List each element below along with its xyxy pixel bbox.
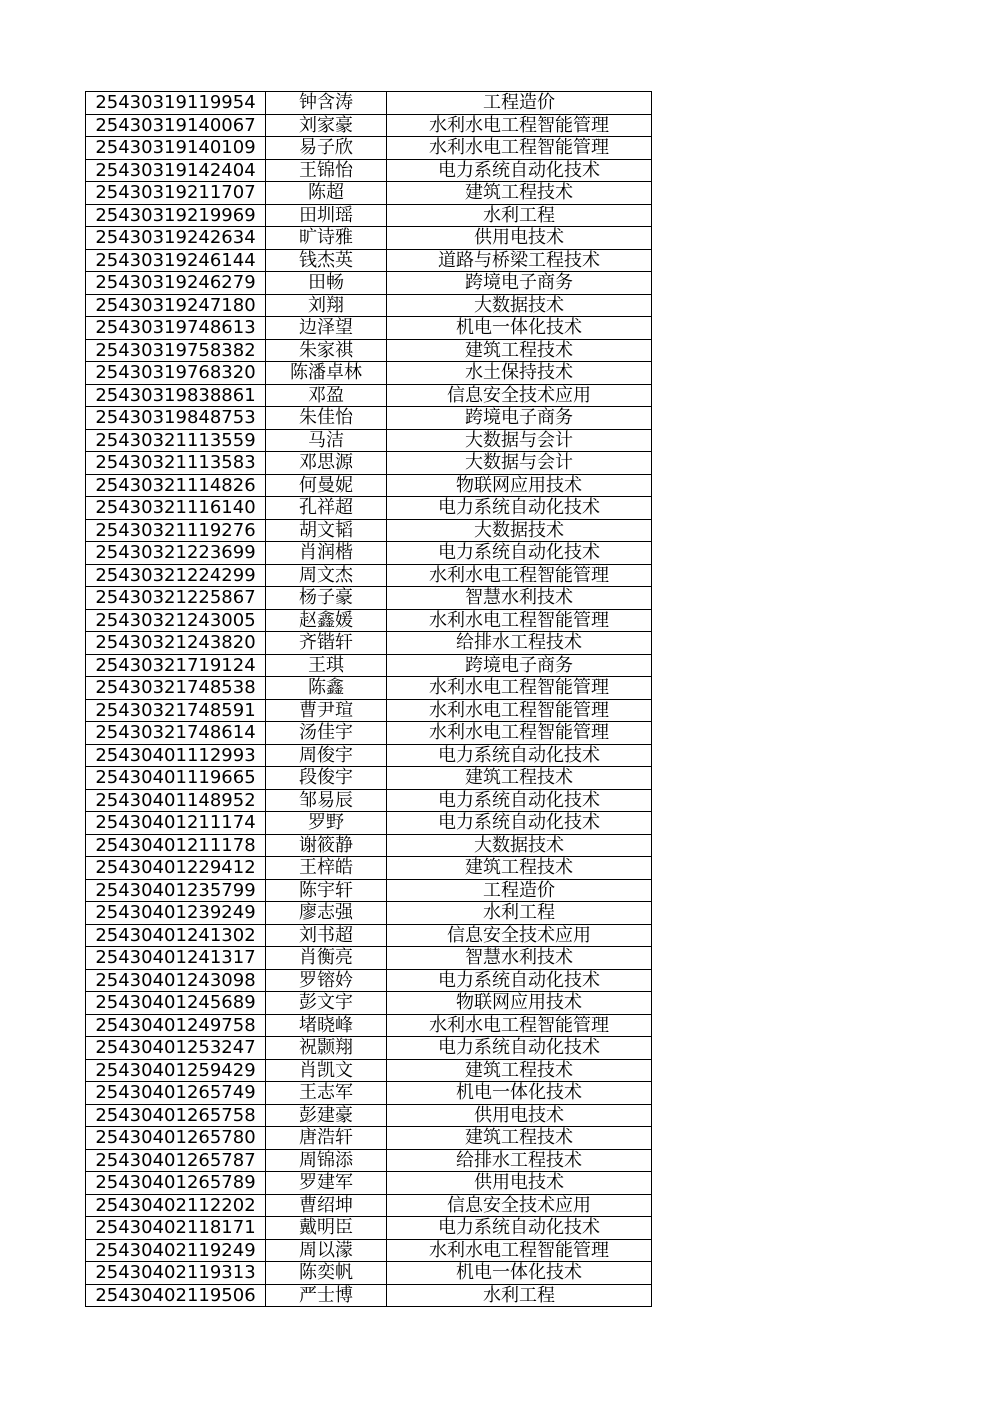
major-cell: 道路与桥梁工程技术 <box>387 249 652 272</box>
student-name-cell: 罗建军 <box>266 1172 387 1195</box>
student-name-cell: 唐浩轩 <box>266 1127 387 1150</box>
student-name-cell: 肖衡亮 <box>266 947 387 970</box>
student-name-cell: 周文杰 <box>266 564 387 587</box>
table-row <box>86 564 652 587</box>
major-cell: 水土保持技术 <box>387 362 652 385</box>
student-name-cell: 陈鑫 <box>266 677 387 700</box>
major-cell: 工程造价 <box>387 879 652 902</box>
major-cell: 水利水电工程智能管理 <box>387 677 652 700</box>
student-name-cell: 马洁 <box>266 429 387 452</box>
student-id-cell: 25430319142404 <box>86 159 266 182</box>
student-id-cell: 25430401112993 <box>86 744 266 767</box>
table-row <box>86 339 652 362</box>
student-name-cell: 祝颢翔 <box>266 1037 387 1060</box>
student-id-cell: 25430321113583 <box>86 452 266 475</box>
student-name-cell: 邓思源 <box>266 452 387 475</box>
major-cell: 跨境电子商务 <box>387 654 652 677</box>
student-name-cell: 堵晓峰 <box>266 1014 387 1037</box>
student-id-cell: 25430401229412 <box>86 857 266 880</box>
major-cell: 给排水工程技术 <box>387 1149 652 1172</box>
major-cell: 供用电技术 <box>387 1172 652 1195</box>
student-id-cell: 25430321113559 <box>86 429 266 452</box>
student-major-table <box>85 91 652 1307</box>
student-name-cell: 王琪 <box>266 654 387 677</box>
major-cell: 电力系统自动化技术 <box>387 497 652 520</box>
student-id-cell: 25430319242634 <box>86 227 266 250</box>
table-body <box>86 92 652 1307</box>
table-row <box>86 924 652 947</box>
major-cell: 供用电技术 <box>387 227 652 250</box>
major-cell: 大数据技术 <box>387 519 652 542</box>
student-name-cell: 严士博 <box>266 1284 387 1307</box>
major-cell: 水利工程 <box>387 902 652 925</box>
table-row <box>86 1239 652 1262</box>
student-id-cell: 25430401265780 <box>86 1127 266 1150</box>
student-id-cell: 25430319219969 <box>86 204 266 227</box>
table-row <box>86 947 652 970</box>
table-row <box>86 789 652 812</box>
major-cell: 电力系统自动化技术 <box>387 1037 652 1060</box>
student-name-cell: 彭文宇 <box>266 992 387 1015</box>
table-row <box>86 677 652 700</box>
major-cell: 给排水工程技术 <box>387 632 652 655</box>
major-cell: 电力系统自动化技术 <box>387 969 652 992</box>
student-name-cell: 邹易辰 <box>266 789 387 812</box>
student-id-cell: 25430319748613 <box>86 317 266 340</box>
student-id-cell: 25430401211174 <box>86 812 266 835</box>
student-name-cell: 刘翔 <box>266 294 387 317</box>
table-row <box>86 744 652 767</box>
table-row <box>86 1149 652 1172</box>
major-cell: 电力系统自动化技术 <box>387 1217 652 1240</box>
student-name-cell: 罗野 <box>266 812 387 835</box>
table-row <box>86 92 652 115</box>
student-name-cell: 廖志强 <box>266 902 387 925</box>
table-row <box>86 114 652 137</box>
table-row <box>86 1262 652 1285</box>
table-row <box>86 1059 652 1082</box>
major-cell: 建筑工程技术 <box>387 1059 652 1082</box>
table-row <box>86 1127 652 1150</box>
student-id-cell: 25430401148952 <box>86 789 266 812</box>
student-id-cell: 25430321748538 <box>86 677 266 700</box>
major-cell: 物联网应用技术 <box>387 992 652 1015</box>
student-id-cell: 25430401243098 <box>86 969 266 992</box>
major-cell: 大数据与会计 <box>387 429 652 452</box>
student-name-cell: 曹绍坤 <box>266 1194 387 1217</box>
student-name-cell: 朱家祺 <box>266 339 387 362</box>
table-row <box>86 1194 652 1217</box>
major-cell: 电力系统自动化技术 <box>387 159 652 182</box>
table-row <box>86 879 652 902</box>
student-name-cell: 田畅 <box>266 272 387 295</box>
table-row <box>86 497 652 520</box>
major-cell: 机电一体化技术 <box>387 1082 652 1105</box>
student-id-cell: 25430402119313 <box>86 1262 266 1285</box>
major-cell: 建筑工程技术 <box>387 182 652 205</box>
student-name-cell: 旷诗雅 <box>266 227 387 250</box>
major-cell: 水利水电工程智能管理 <box>387 564 652 587</box>
major-cell: 工程造价 <box>387 92 652 115</box>
student-id-cell: 25430401241317 <box>86 947 266 970</box>
student-id-cell: 25430319211707 <box>86 182 266 205</box>
table-row <box>86 587 652 610</box>
major-cell: 机电一体化技术 <box>387 1262 652 1285</box>
student-id-cell: 25430319838861 <box>86 384 266 407</box>
student-name-cell: 周锦添 <box>266 1149 387 1172</box>
table-row <box>86 474 652 497</box>
student-id-cell: 25430319768320 <box>86 362 266 385</box>
student-id-cell: 25430319140109 <box>86 137 266 160</box>
major-cell: 水利水电工程智能管理 <box>387 114 652 137</box>
student-id-cell: 25430319140067 <box>86 114 266 137</box>
student-id-cell: 25430402112202 <box>86 1194 266 1217</box>
student-id-cell: 25430321224299 <box>86 564 266 587</box>
student-name-cell: 陈宇轩 <box>266 879 387 902</box>
student-name-cell: 王志军 <box>266 1082 387 1105</box>
student-name-cell: 钟含涛 <box>266 92 387 115</box>
table-row <box>86 812 652 835</box>
student-name-cell: 周俊宇 <box>266 744 387 767</box>
table-row <box>86 1037 652 1060</box>
table-row <box>86 632 652 655</box>
student-id-cell: 25430401239249 <box>86 902 266 925</box>
student-id-cell: 25430319246279 <box>86 272 266 295</box>
table-row <box>86 294 652 317</box>
major-cell: 建筑工程技术 <box>387 767 652 790</box>
table-row <box>86 407 652 430</box>
student-id-cell: 25430321223699 <box>86 542 266 565</box>
major-cell: 水利工程 <box>387 204 652 227</box>
student-name-cell: 何曼妮 <box>266 474 387 497</box>
major-cell: 水利水电工程智能管理 <box>387 609 652 632</box>
student-id-cell: 25430401235799 <box>86 879 266 902</box>
student-name-cell: 汤佳宇 <box>266 722 387 745</box>
table-row <box>86 272 652 295</box>
major-cell: 电力系统自动化技术 <box>387 744 652 767</box>
student-name-cell: 肖凯文 <box>266 1059 387 1082</box>
student-id-cell: 25430321225867 <box>86 587 266 610</box>
major-cell: 建筑工程技术 <box>387 339 652 362</box>
table-row <box>86 249 652 272</box>
student-name-cell: 戴明臣 <box>266 1217 387 1240</box>
student-name-cell: 曹尹瑄 <box>266 699 387 722</box>
student-name-cell: 邓盈 <box>266 384 387 407</box>
table-row <box>86 519 652 542</box>
student-id-cell: 25430321748591 <box>86 699 266 722</box>
major-cell: 物联网应用技术 <box>387 474 652 497</box>
table-row <box>86 384 652 407</box>
major-cell: 智慧水利技术 <box>387 947 652 970</box>
table-row <box>86 1172 652 1195</box>
student-id-cell: 25430321719124 <box>86 654 266 677</box>
table-row <box>86 429 652 452</box>
student-id-cell: 25430401265749 <box>86 1082 266 1105</box>
major-cell: 信息安全技术应用 <box>387 384 652 407</box>
student-name-cell: 彭建豪 <box>266 1104 387 1127</box>
major-cell: 供用电技术 <box>387 1104 652 1127</box>
major-cell: 水利水电工程智能管理 <box>387 699 652 722</box>
table-row <box>86 767 652 790</box>
student-id-cell: 25430321748614 <box>86 722 266 745</box>
table-row <box>86 969 652 992</box>
major-cell: 智慧水利技术 <box>387 587 652 610</box>
student-id-cell: 25430402119506 <box>86 1284 266 1307</box>
table-row <box>86 159 652 182</box>
table-row <box>86 1014 652 1037</box>
table-row <box>86 834 652 857</box>
student-name-cell: 边泽望 <box>266 317 387 340</box>
major-cell: 信息安全技术应用 <box>387 924 652 947</box>
major-cell: 跨境电子商务 <box>387 272 652 295</box>
student-name-cell: 胡文韬 <box>266 519 387 542</box>
table-row <box>86 1284 652 1307</box>
student-name-cell: 钱杰英 <box>266 249 387 272</box>
table-row <box>86 902 652 925</box>
table-row <box>86 182 652 205</box>
major-cell: 信息安全技术应用 <box>387 1194 652 1217</box>
major-cell: 大数据技术 <box>387 294 652 317</box>
student-name-cell: 刘书超 <box>266 924 387 947</box>
major-cell: 机电一体化技术 <box>387 317 652 340</box>
student-name-cell: 王梓皓 <box>266 857 387 880</box>
student-name-cell: 谢筱静 <box>266 834 387 857</box>
table-row <box>86 609 652 632</box>
major-cell: 水利工程 <box>387 1284 652 1307</box>
student-id-cell: 25430401211178 <box>86 834 266 857</box>
student-id-cell: 25430401265787 <box>86 1149 266 1172</box>
table-row <box>86 1082 652 1105</box>
student-name-cell: 王锦怡 <box>266 159 387 182</box>
student-id-cell: 25430401245689 <box>86 992 266 1015</box>
student-id-cell: 25430401265789 <box>86 1172 266 1195</box>
student-name-cell: 肖润楷 <box>266 542 387 565</box>
table-row <box>86 722 652 745</box>
student-id-cell: 25430401119665 <box>86 767 266 790</box>
student-id-cell: 25430401265758 <box>86 1104 266 1127</box>
student-id-cell: 25430319848753 <box>86 407 266 430</box>
student-name-cell: 罗镕妗 <box>266 969 387 992</box>
major-cell: 大数据技术 <box>387 834 652 857</box>
major-cell: 水利水电工程智能管理 <box>387 722 652 745</box>
table-row <box>86 992 652 1015</box>
student-name-cell: 易子欣 <box>266 137 387 160</box>
table-row <box>86 654 652 677</box>
student-id-cell: 25430319247180 <box>86 294 266 317</box>
student-name-cell: 赵鑫媛 <box>266 609 387 632</box>
major-cell: 水利水电工程智能管理 <box>387 137 652 160</box>
student-name-cell: 刘家豪 <box>266 114 387 137</box>
student-name-cell: 段俊宇 <box>266 767 387 790</box>
student-id-cell: 25430321116140 <box>86 497 266 520</box>
student-id-cell: 25430319119954 <box>86 92 266 115</box>
major-cell: 水利水电工程智能管理 <box>387 1014 652 1037</box>
table-row <box>86 137 652 160</box>
student-name-cell: 齐锴轩 <box>266 632 387 655</box>
student-id-cell: 25430402118171 <box>86 1217 266 1240</box>
student-id-cell: 25430319246144 <box>86 249 266 272</box>
major-cell: 大数据与会计 <box>387 452 652 475</box>
table-row <box>86 452 652 475</box>
major-cell: 建筑工程技术 <box>387 1127 652 1150</box>
table-row <box>86 699 652 722</box>
student-name-cell: 陈超 <box>266 182 387 205</box>
student-id-cell: 25430401249758 <box>86 1014 266 1037</box>
table-row <box>86 317 652 340</box>
student-name-cell: 陈奕帆 <box>266 1262 387 1285</box>
major-cell: 建筑工程技术 <box>387 857 652 880</box>
student-id-cell: 25430402119249 <box>86 1239 266 1262</box>
table-row <box>86 1104 652 1127</box>
student-name-cell: 田圳瑶 <box>266 204 387 227</box>
major-cell: 电力系统自动化技术 <box>387 789 652 812</box>
table-row <box>86 542 652 565</box>
student-id-cell: 25430321114826 <box>86 474 266 497</box>
student-name-cell: 陈潘卓林 <box>266 362 387 385</box>
student-id-cell: 25430319758382 <box>86 339 266 362</box>
student-id-cell: 25430321119276 <box>86 519 266 542</box>
table-row <box>86 857 652 880</box>
table-row <box>86 227 652 250</box>
student-id-cell: 25430321243820 <box>86 632 266 655</box>
major-cell: 水利水电工程智能管理 <box>387 1239 652 1262</box>
major-cell: 电力系统自动化技术 <box>387 542 652 565</box>
table-row <box>86 362 652 385</box>
major-cell: 跨境电子商务 <box>387 407 652 430</box>
student-name-cell: 朱佳怡 <box>266 407 387 430</box>
student-id-cell: 25430401253247 <box>86 1037 266 1060</box>
student-name-cell: 周以濛 <box>266 1239 387 1262</box>
student-id-cell: 25430321243005 <box>86 609 266 632</box>
table-row <box>86 1217 652 1240</box>
student-id-cell: 25430401241302 <box>86 924 266 947</box>
student-name-cell: 杨子豪 <box>266 587 387 610</box>
table-row <box>86 204 652 227</box>
student-id-cell: 25430401259429 <box>86 1059 266 1082</box>
major-cell: 电力系统自动化技术 <box>387 812 652 835</box>
student-name-cell: 孔祥超 <box>266 497 387 520</box>
